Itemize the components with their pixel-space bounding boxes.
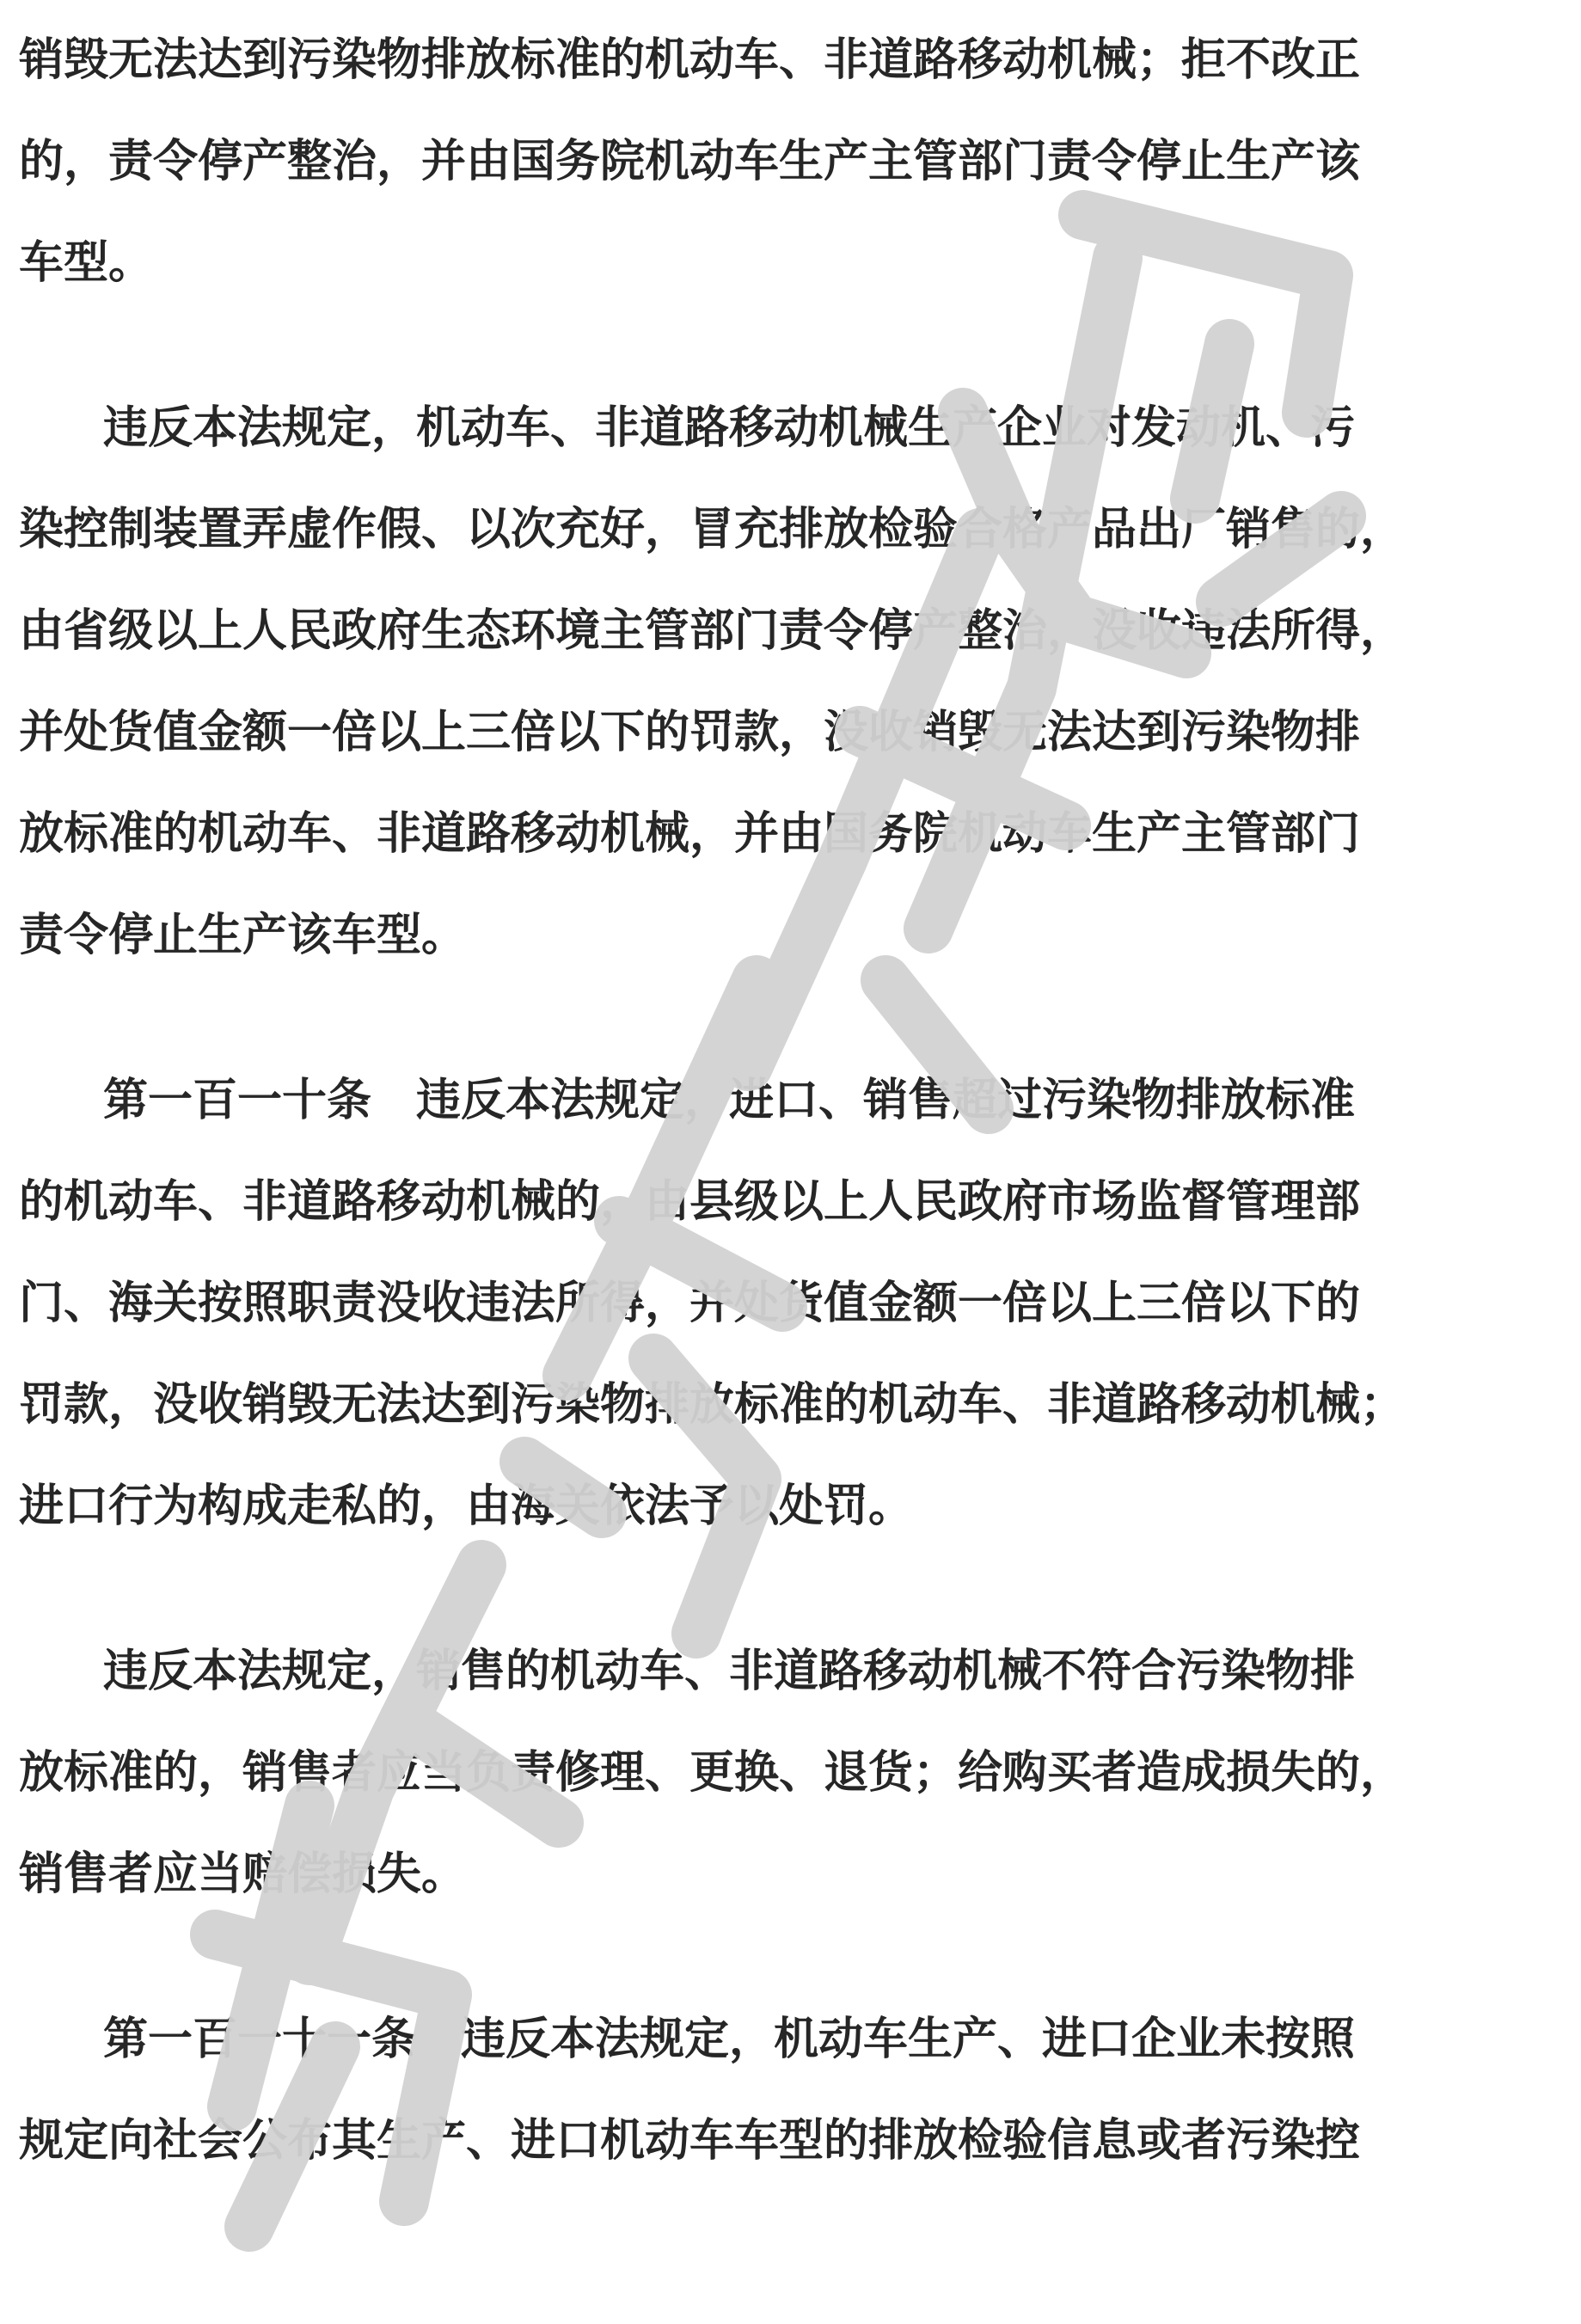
text-line: 车型。 (19, 237, 154, 289)
text-line: 由省级以上人民政府生态环境主管部门责令停产整治，没收违法所得， (19, 605, 1406, 657)
text-line: 销毁无法达到污染物排放标准的机动车、非道路移动机械；拒不改正 (19, 34, 1361, 86)
paragraph-first-line: 违反本法规定，销售的机动车、非道路移动机械不符合污染物排 (103, 1646, 1356, 1697)
text-line: 的，责令停产整治，并由国务院机动车生产主管部门责令停止生产该 (19, 136, 1361, 187)
text-line: 放标准的机动车、非道路移动机械，并由国务院机动车生产主管部门 (19, 808, 1361, 860)
paragraph-first-line: 第一百一十条 违反本法规定，进口、销售超过污染物排放标准 (103, 1075, 1356, 1126)
text-line: 门、海关按照职责没收违法所得，并处货值金额一倍以上三倍以下的 (19, 1278, 1361, 1329)
text-line: 进口行为构成走私的，由海关依法予以处罚。 (19, 1481, 914, 1532)
text-line: 规定向社会公布其生产、进口机动车车型的排放检验信息或者污染控 (19, 2115, 1361, 2167)
text-line: 并处货值金额一倍以上三倍以下的罚款，没收销毁无法达到污染物排 (19, 707, 1361, 758)
paragraph-first-line: 第一百一十一条 违反本法规定，机动车生产、进口企业未按照 (103, 2014, 1356, 2065)
text-line: 罚款，没收销毁无法达到污染物排放标准的机动车、非道路移动机械； (19, 1379, 1406, 1431)
text-line: 染控制装置弄虚作假、以次充好，冒充排放检验合格产品出厂销售的， (19, 504, 1406, 555)
text-line: 的机动车、非道路移动机械的，由县级以上人民政府市场监督管理部 (19, 1176, 1361, 1228)
text-line: 责令停止生产该车型。 (19, 910, 467, 961)
text-line: 销售者应当赔偿损失。 (19, 1849, 467, 1900)
paragraph-first-line: 违反本法规定，机动车、非道路移动机械生产企业对发动机、污 (103, 402, 1356, 454)
text-line: 放标准的，销售者应当负责修理、更换、退货；给购买者造成损失的， (19, 1747, 1406, 1799)
